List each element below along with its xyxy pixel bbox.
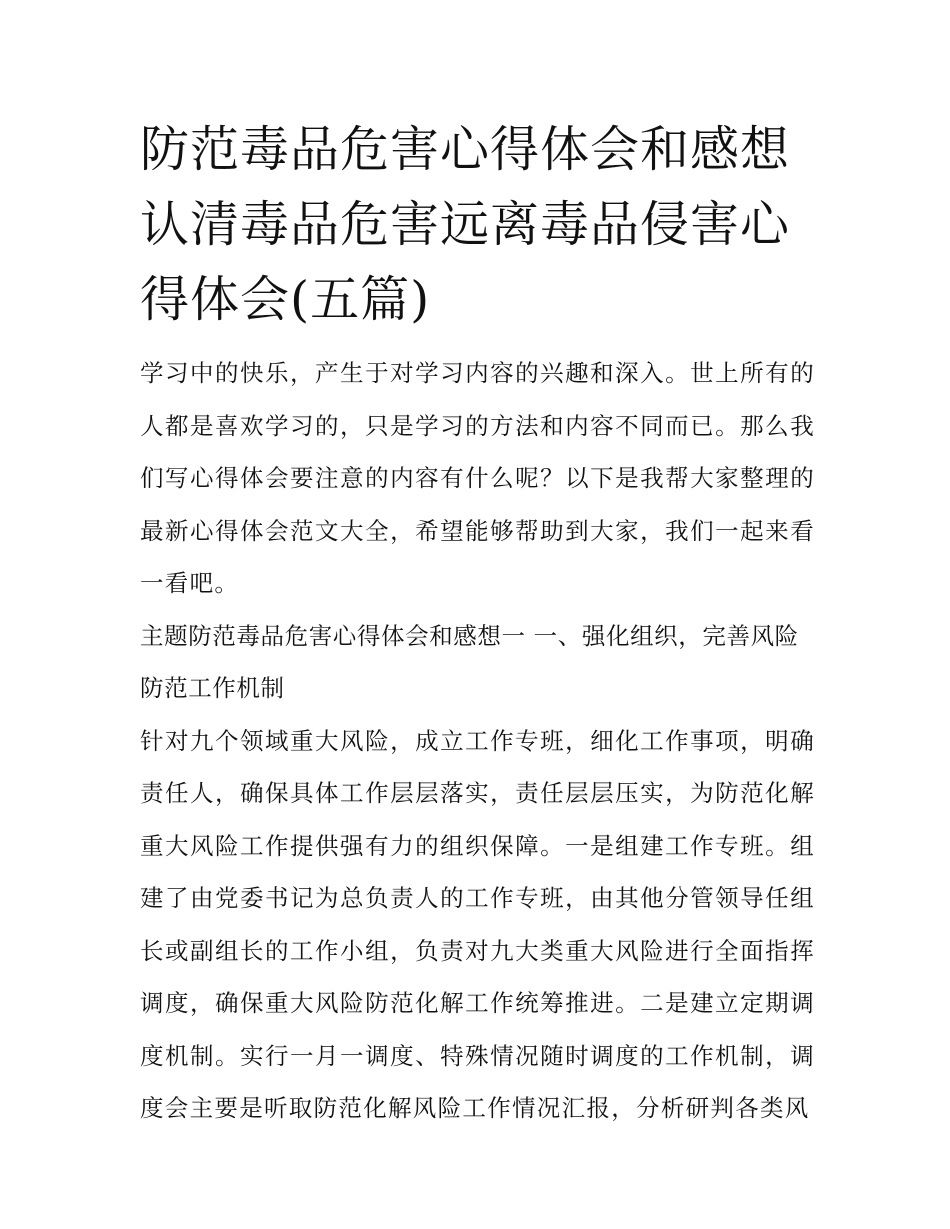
document-content [140, 112, 815, 1135]
document-title: 防范毒品危害心得体会和感想认清毒品危害远离毒品侵害心得体会(五篇) [140, 121, 791, 328]
body-paragraph: 针对九个领域重大风险，成立工作专班，细化工作事项，明确责任人，确保具体工作层层落实，责任层层压实，为防范化解重大风险工作提供强有力的组织保障。一是组建工作专班。组建了由党委书记为总负责人的工作专班，由其他分管领导任组长或副组长的工作小组，负责对九大类重大风险进行全面指挥调度，确保重大风险防范化解工作统筹推进。二是建立定期调度机制。实行一月一调度、特殊情况随时调度的工作机制，调度会主要是听取防范化解风险工作情况汇报，分析研判各类风 [140, 726, 815, 1122]
intro-paragraph: 学习中的快乐，产生于对学习内容的兴趣和深入。世上所有的人都是喜欢学习的，只是学习的方法和内容不同而已。那么我们写心得体会要注意的内容有什么呢？以下是我帮大家整理的最新心得体会范文大全，希望能够帮助到大家，我们一起来看一看吧。 [140, 359, 815, 597]
section-heading: 主题防范毒品危害心得体会和感想一 一、强化组织，完善风险防范工作机制 [140, 621, 799, 702]
